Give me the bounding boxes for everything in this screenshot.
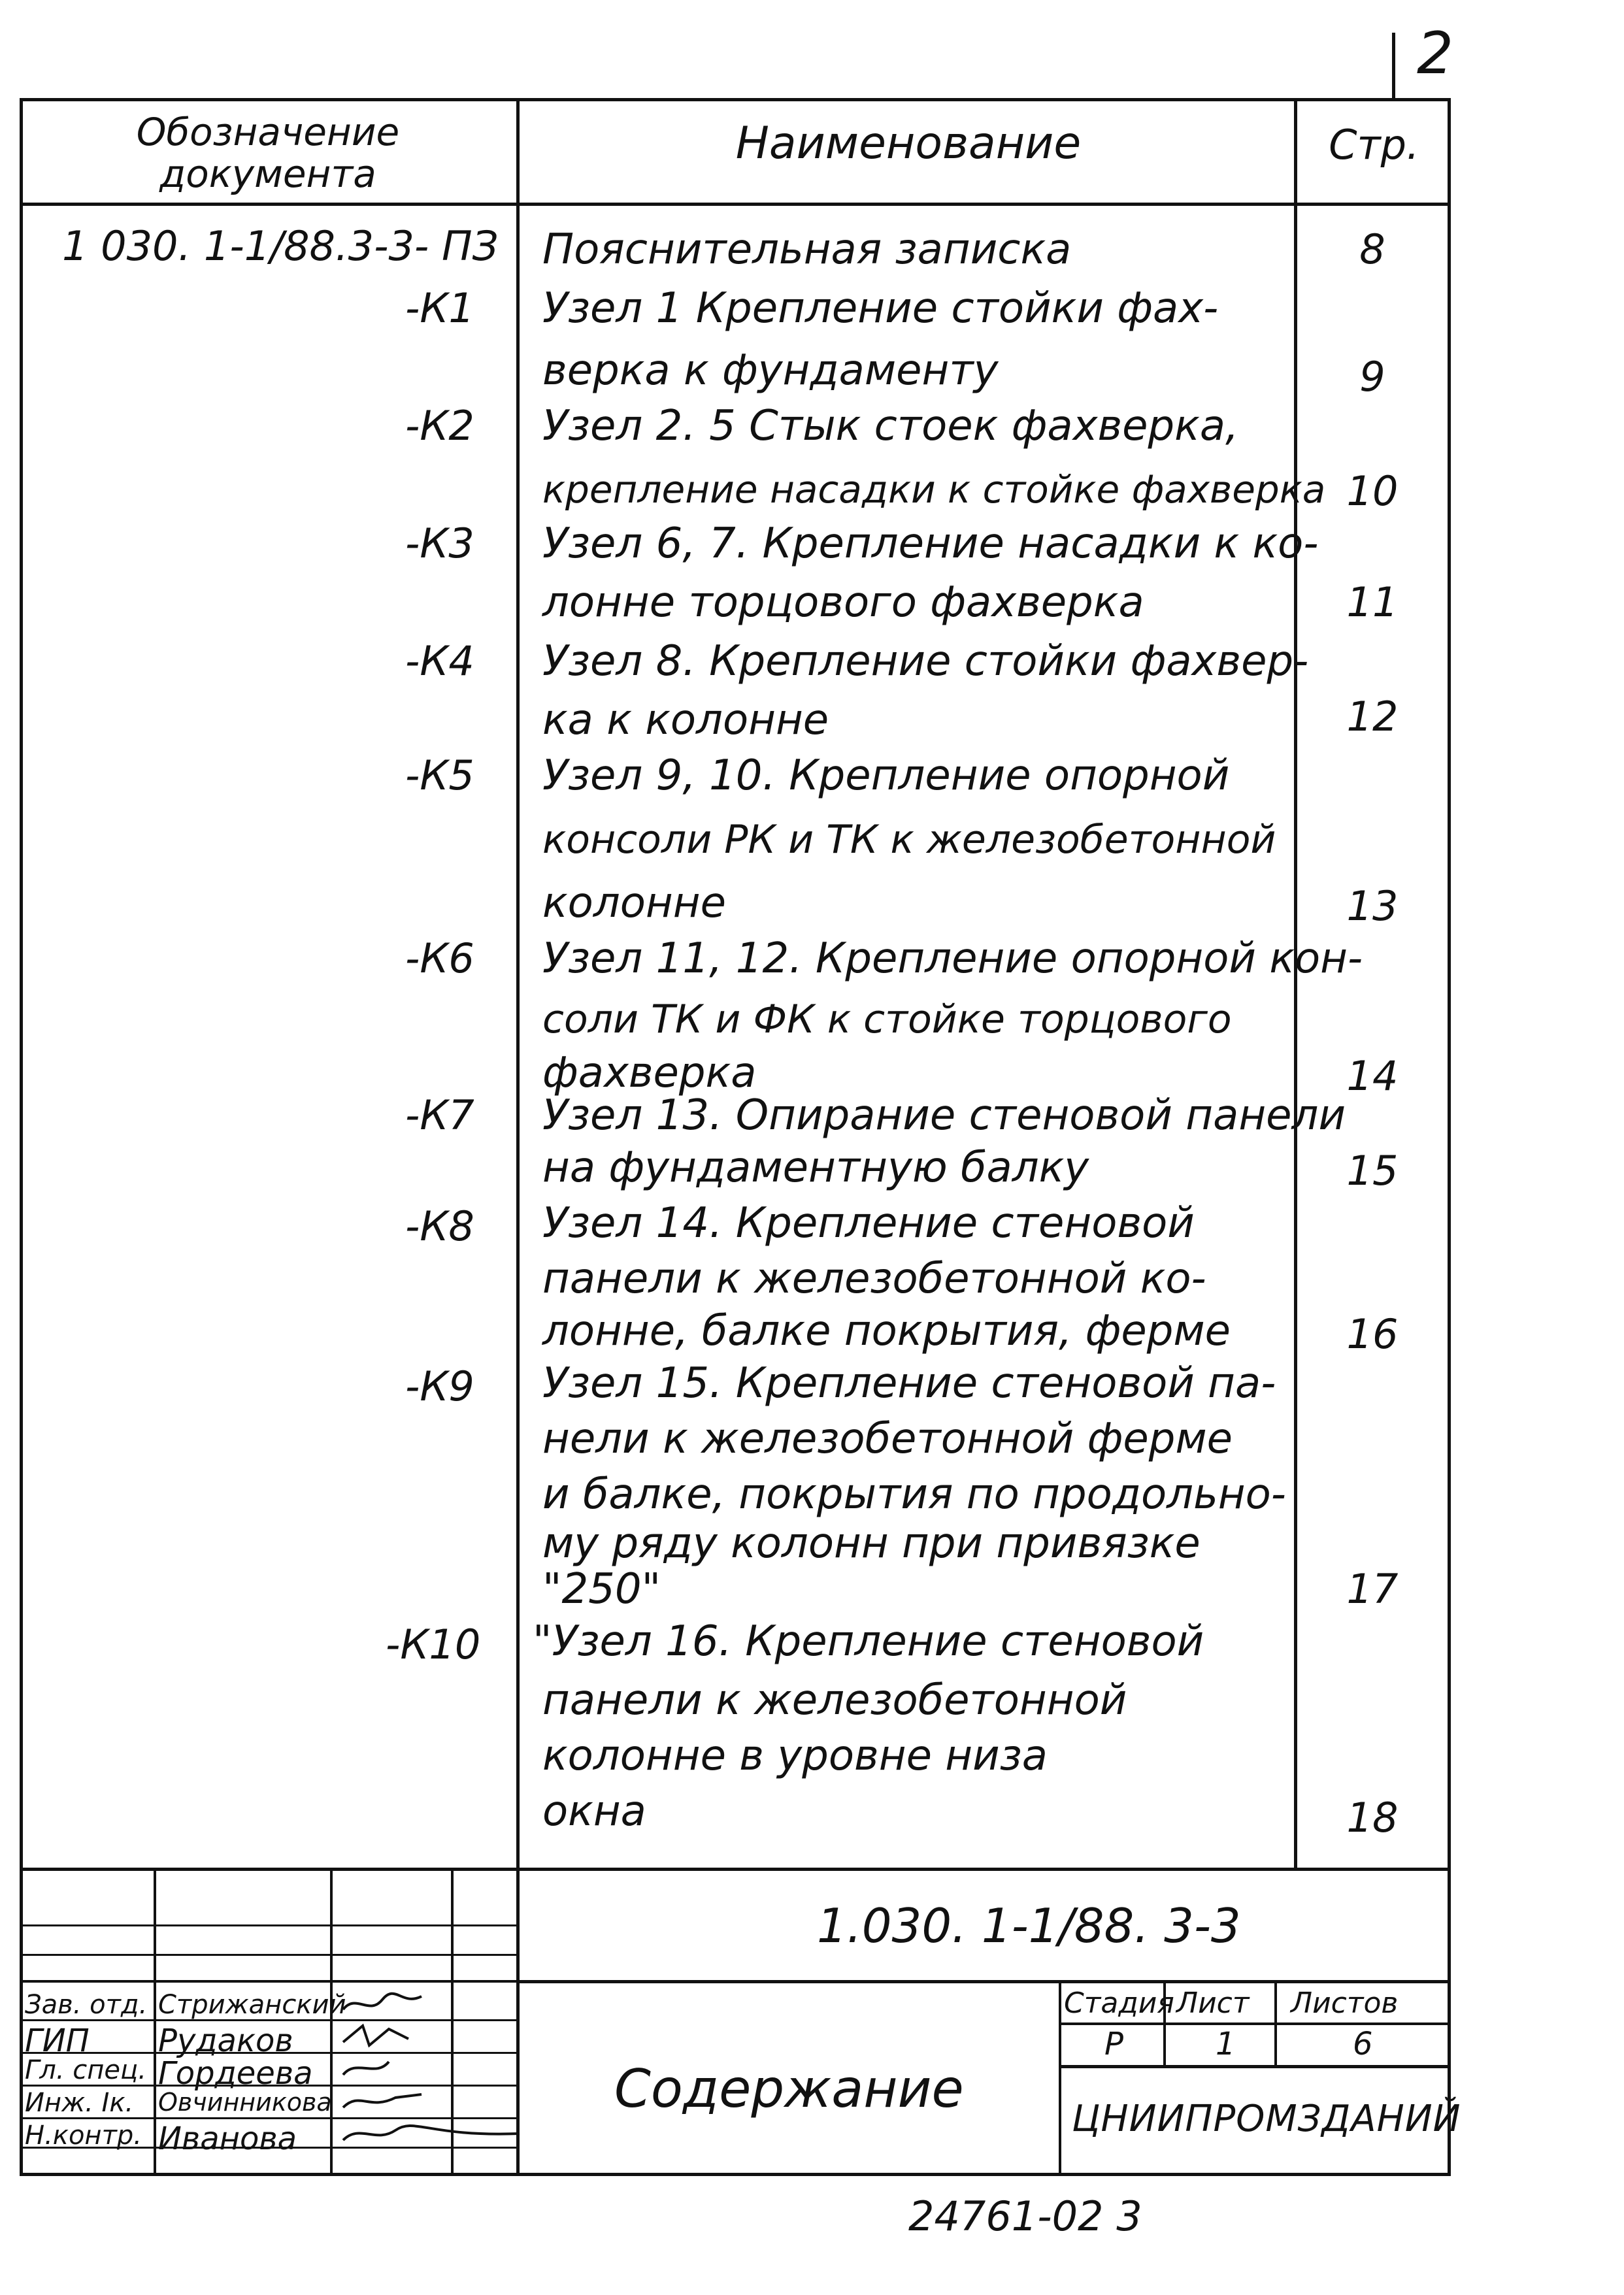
row-code-k9: -К9 <box>405 1362 474 1410</box>
staff-name: Гордеева <box>158 2055 313 2092</box>
row-line: Узел 6, 7. Крепление насадки к ко- <box>542 520 1319 568</box>
row-code-k10: -К10 <box>386 1621 481 1668</box>
row-code-k5: -К5 <box>405 751 474 799</box>
stamp-col-line <box>1059 1980 1061 2176</box>
row-code-k6: -К6 <box>405 934 474 982</box>
row-line: Узел 13. Опирание стеновой панели <box>542 1091 1346 1140</box>
row-line: лонне торцового фахверка <box>542 578 1144 627</box>
row-line: "Узел 16. Крепление стеновой <box>533 1617 1204 1666</box>
sheet-number-tick <box>1392 33 1395 101</box>
signature-scribble <box>343 2094 422 2107</box>
row-code-k7: -К7 <box>405 1091 474 1139</box>
row-page: 12 <box>1346 693 1399 740</box>
row-line: "250" <box>542 1565 661 1613</box>
row-line: крепление насадки к стойке фахверка <box>542 467 1326 512</box>
sheet-label: Лист <box>1176 1987 1250 2020</box>
row-code-k8: -К8 <box>405 1202 474 1250</box>
row-page: 16 <box>1346 1310 1399 1358</box>
row-line: колонне в уровне низа <box>542 1732 1048 1780</box>
row-code-k2: -К2 <box>405 402 474 450</box>
row-line: верка к фундаменту <box>542 346 999 395</box>
row-line: окна <box>542 1787 646 1836</box>
signatures <box>330 1980 526 2176</box>
row-line: панели к железобетонной <box>542 1676 1127 1725</box>
row-page: 9 <box>1359 353 1385 401</box>
sheets-value: 6 <box>1353 2026 1373 2062</box>
row-line: Узел 11, 12. Крепление опорной кон- <box>542 934 1363 983</box>
sheet-number: 2 <box>1417 20 1453 87</box>
row-page: 10 <box>1346 467 1399 515</box>
staff-role: ГИП <box>25 2023 90 2059</box>
sheet-value: 1 <box>1216 2026 1236 2062</box>
col-divider-1 <box>516 98 520 2176</box>
row-line: консоли РК и ТК к железобетонной <box>542 817 1276 863</box>
staff-role: Инж. Iк. <box>25 2088 134 2118</box>
row-line: Узел 15. Крепление стеновой па- <box>542 1359 1276 1408</box>
stamp-row-line <box>1059 2065 1451 2068</box>
row-page: 8 <box>1359 225 1385 273</box>
row-line: Узел 1 Крепление стойки фах- <box>542 284 1219 333</box>
staff-role: Зав. отд. <box>25 1990 148 2020</box>
title-block-top <box>20 1868 1451 1871</box>
signature-scribble <box>343 1994 422 2009</box>
row-line: нели к железобетонной ферме <box>542 1415 1233 1463</box>
staff-role: Н.контр. <box>25 2121 142 2151</box>
staff-name: Овчинникова <box>158 2088 332 2117</box>
staff-row-line <box>20 1924 516 1926</box>
row-line: Узел 2. 5 Стык стоек фахверка, <box>542 402 1239 450</box>
staff-name: Рудаков <box>158 2023 293 2059</box>
signature-scribble <box>343 2126 520 2140</box>
archive-number: 24761-02 3 <box>908 2192 1142 2240</box>
title-block-mid <box>516 1980 1451 1983</box>
staff-role: Гл. спец. <box>25 2055 146 2085</box>
row-line: колонне <box>542 879 726 927</box>
signature-scribble <box>343 2026 408 2045</box>
row-code-pz: 1 030. 1-1/88.3-3- ПЗ <box>62 222 499 270</box>
row-line: лонне, балке покрытия, ферме <box>542 1307 1231 1355</box>
row-line: и балке, покрытия по продольно- <box>542 1470 1286 1519</box>
header-name: Наименование <box>735 118 1082 169</box>
staff-row-line <box>20 1954 516 1956</box>
row-line: фахверка <box>542 1049 757 1097</box>
row-page: 18 <box>1346 1794 1399 1841</box>
row-code-k4: -К4 <box>405 637 474 685</box>
staff-col-line <box>154 1869 156 2176</box>
row-page: 13 <box>1346 882 1399 930</box>
row-line: соли ТК и ФК к стойке торцового <box>542 997 1232 1042</box>
doc-code: 1.030. 1-1/88. 3-3 <box>817 1898 1241 1953</box>
row-code-k3: -К3 <box>405 520 474 567</box>
row-code-k1: -К1 <box>405 284 474 332</box>
col-divider-2 <box>1294 98 1297 1869</box>
row-line: ка к колонне <box>542 696 829 744</box>
row-line: Пояснительная записка <box>542 225 1072 274</box>
signature-scribble <box>343 2062 389 2075</box>
header-page: Стр. <box>1329 121 1419 169</box>
row-page: 11 <box>1346 578 1399 626</box>
row-page: 15 <box>1346 1147 1399 1195</box>
row-page: 17 <box>1346 1565 1399 1613</box>
staff-name: Стрижанский <box>158 1990 346 2020</box>
row-line: Узел 8. Крепление стойки фахвер- <box>542 637 1309 685</box>
header-divider <box>20 203 1451 206</box>
sheets-label: Листов <box>1291 1987 1399 2020</box>
header-designation: Обозначение документа <box>136 110 400 196</box>
row-line: Узел 9, 10. Крепление опорной <box>542 751 1230 800</box>
row-line: му ряду колонн при привязке <box>542 1519 1201 1568</box>
doc-title: Содержание <box>614 2058 964 2119</box>
stage-value: Р <box>1104 2026 1123 2062</box>
stamp-row-line <box>1059 2023 1451 2025</box>
row-line: на фундаментную балку <box>542 1144 1089 1192</box>
stage-label: Стадия <box>1064 1987 1174 2020</box>
row-page: 14 <box>1346 1052 1399 1100</box>
row-line: Узел 14. Крепление стеновой <box>542 1199 1195 1247</box>
organization: ЦНИИПРОМЗДАНИЙ <box>1072 2098 1461 2140</box>
staff-name: Иванова <box>158 2121 297 2157</box>
row-line: панели к железобетонной ко- <box>542 1255 1206 1303</box>
